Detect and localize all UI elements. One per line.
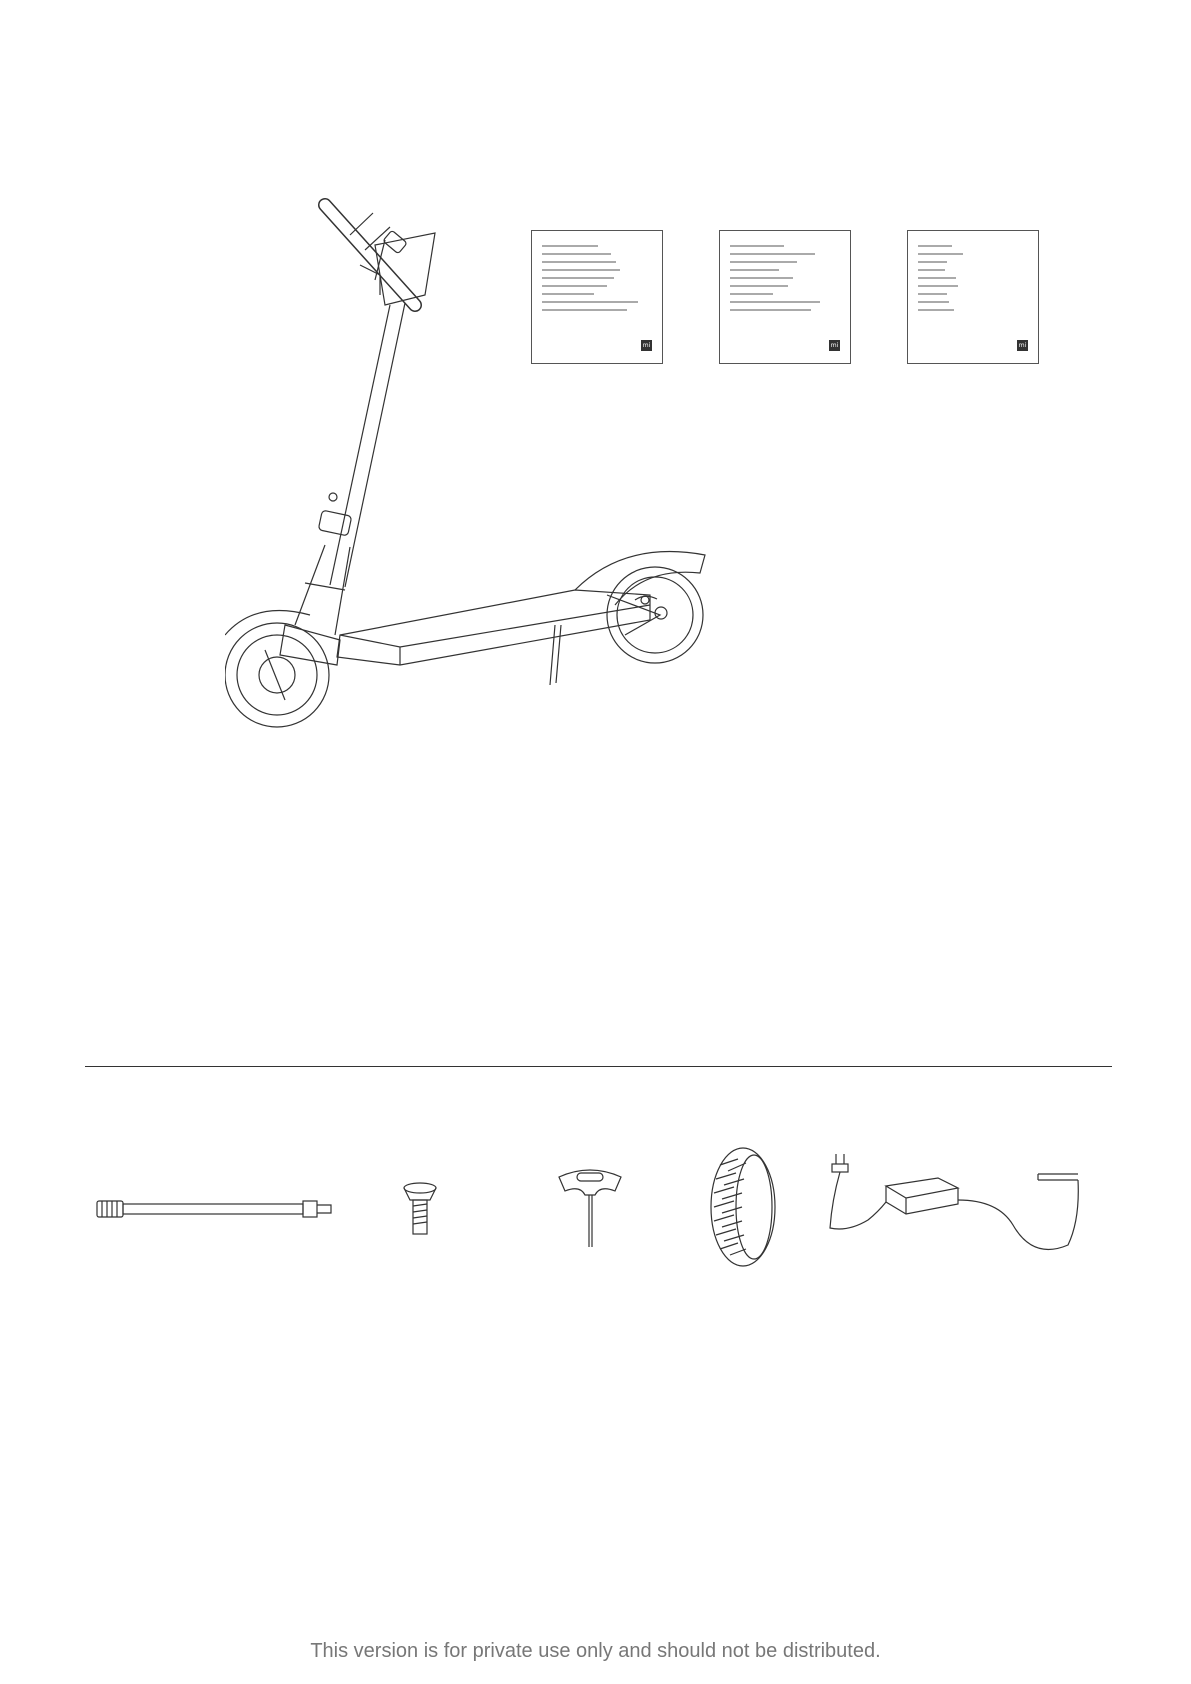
- t-wrench-icon: [555, 1165, 625, 1250]
- private-use-notice: This version is for private use only and should not be distributed.: [310, 1640, 881, 1662]
- mi-logo-icon: mi: [642, 342, 651, 349]
- tire-icon: [708, 1145, 778, 1270]
- mi-logo-icon: mi: [1018, 342, 1027, 349]
- quick-start-booklet: [907, 230, 1039, 364]
- user-manual-booklet: [531, 230, 663, 364]
- valve-extension-icon: [95, 1195, 335, 1223]
- scooter-illustration: [225, 195, 785, 785]
- screw-icon: [400, 1180, 440, 1240]
- mi-logo-icon: mi: [830, 342, 839, 349]
- charger-icon: [828, 1150, 1083, 1255]
- legal-info-booklet: [719, 230, 851, 364]
- booklet-text-lines: [542, 245, 654, 317]
- booklet-text-lines: [730, 245, 842, 317]
- section-divider: [85, 1066, 1112, 1067]
- booklet-text-lines: [918, 245, 1030, 317]
